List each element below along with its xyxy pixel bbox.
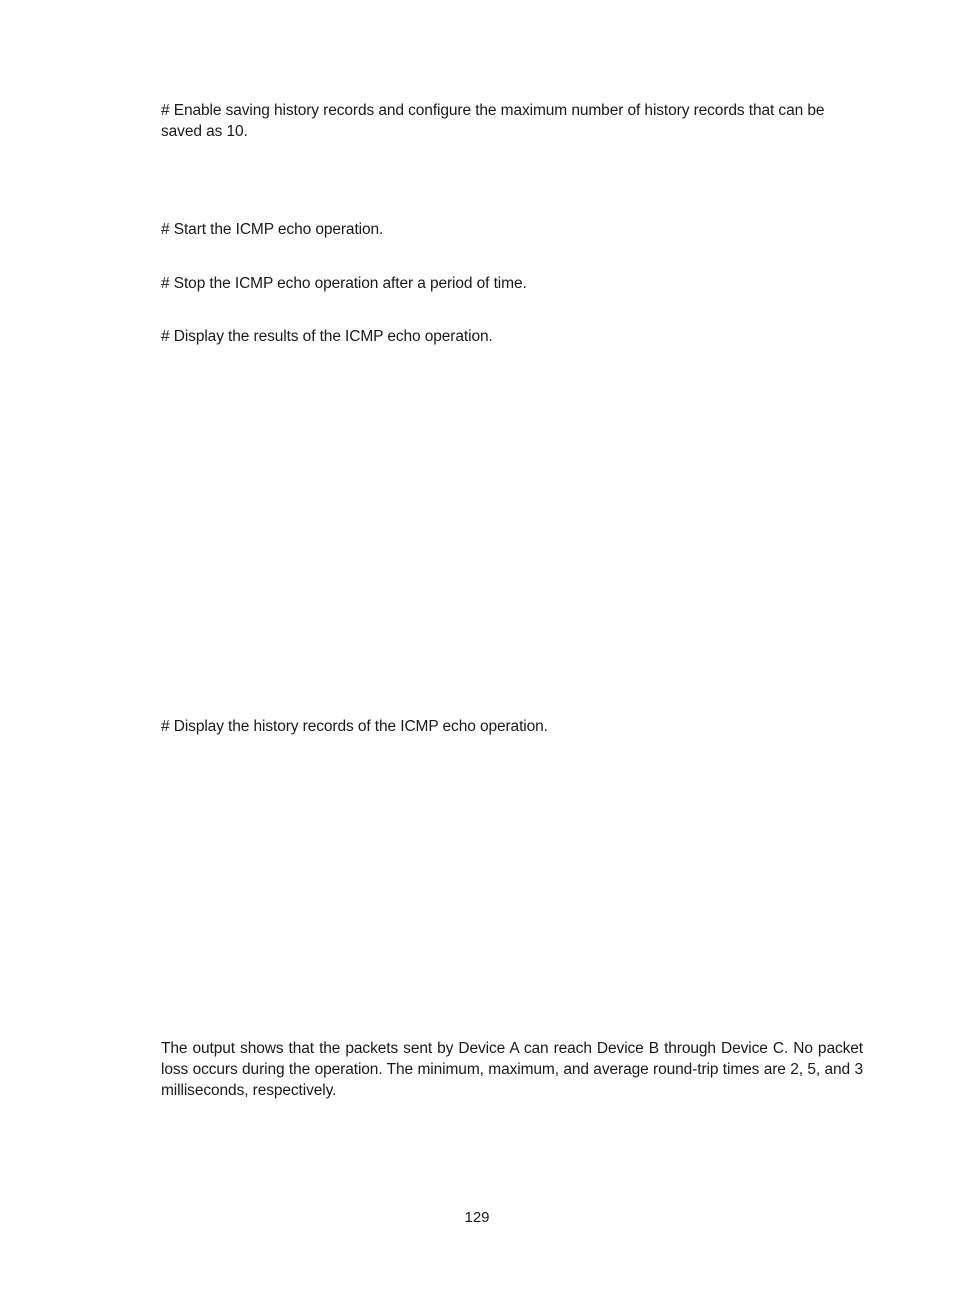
display-history-instruction: # Display the history records of the ICMP echo operation. [161, 718, 548, 735]
display-results-instruction: # Display the results of the ICMP echo operation. [161, 328, 493, 345]
page-number: 129 [464, 1209, 490, 1226]
output-summary-paragraph: The output shows that the packets sent by Device A can reach Device B through Device C. No packet loss occurs during the operation. The minimum, maximum, and average round-trip times are 2, 5, and 3 milliseconds, respectively. [161, 1040, 863, 1099]
start-operation-instruction: # Start the ICMP echo operation. [161, 221, 384, 238]
stop-operation-instruction: # Stop the ICMP echo operation after a period of time. [161, 275, 527, 292]
enable-history-instruction: # Enable saving history records and configure the maximum number of history records that can be saved as 10. [161, 102, 825, 140]
